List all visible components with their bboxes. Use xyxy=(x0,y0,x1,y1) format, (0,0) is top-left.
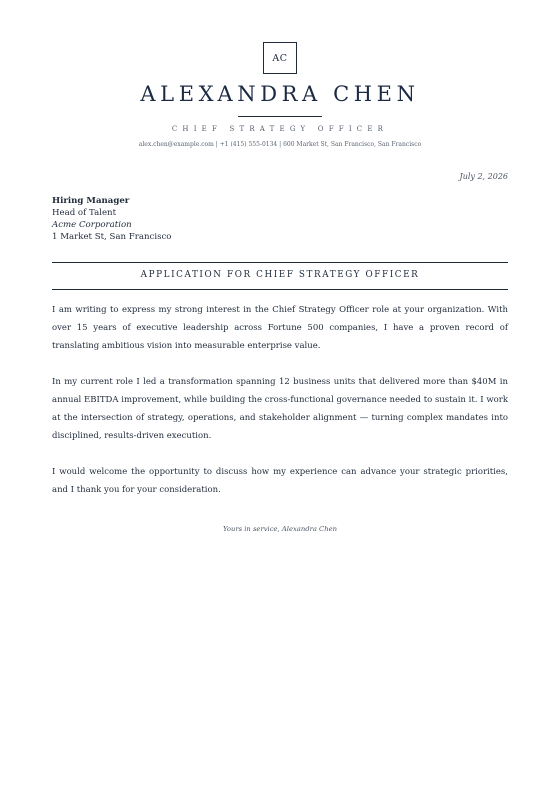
name-divider xyxy=(238,116,322,117)
monogram-text: AC xyxy=(272,52,288,64)
subject-divider-top xyxy=(52,262,508,263)
applicant-name: ALEXANDRA CHEN xyxy=(140,82,420,106)
recipient-title: Head of Talent xyxy=(52,208,117,218)
body-paragraph: In my current role I led a transformation spanning 12 business units that delivered more than $40M in annual EBITDA improvement, while building the cross-functional governance needed to sustain it. I work at the intersection of strategy, operations, and stakeholder alignment — turning complex mandates into disciplined, results-driven execution. xyxy=(52,377,508,441)
recipient-company: Acme Corporation xyxy=(52,220,132,230)
applicant-role: CHIEF STRATEGY OFFICER xyxy=(171,125,389,133)
signoff: Yours in service, Alexandra Chen xyxy=(222,525,338,533)
recipient-block xyxy=(52,195,171,243)
body-paragraph: I would welcome the opportunity to discuss how my experience can advance your strategic priorities, and I thank you for your consideration. xyxy=(52,467,508,495)
recipient-address: 1 Market St, San Francisco xyxy=(52,232,172,242)
letter-date: July 2, 2026 xyxy=(459,172,508,181)
subject-line: APPLICATION FOR CHIEF STRATEGY OFFICER xyxy=(140,270,420,280)
body-paragraph: I am writing to express my strong interest in the Chief Strategy Officer role at your organization. With over 15 years of executive leadership across Fortune 500 companies, I have a proven record of translating ambitious vision into measurable enterprise value. xyxy=(52,305,508,351)
monogram-badge xyxy=(263,42,297,74)
subject-divider-bottom xyxy=(52,289,508,290)
contact-line: alex.chen@example.com | +1 (415) 555-0134 | 600 Market St, San Francisco, San Francisco xyxy=(138,141,422,148)
letter-body xyxy=(52,301,508,517)
recipient-name: Hiring Manager xyxy=(52,196,130,206)
